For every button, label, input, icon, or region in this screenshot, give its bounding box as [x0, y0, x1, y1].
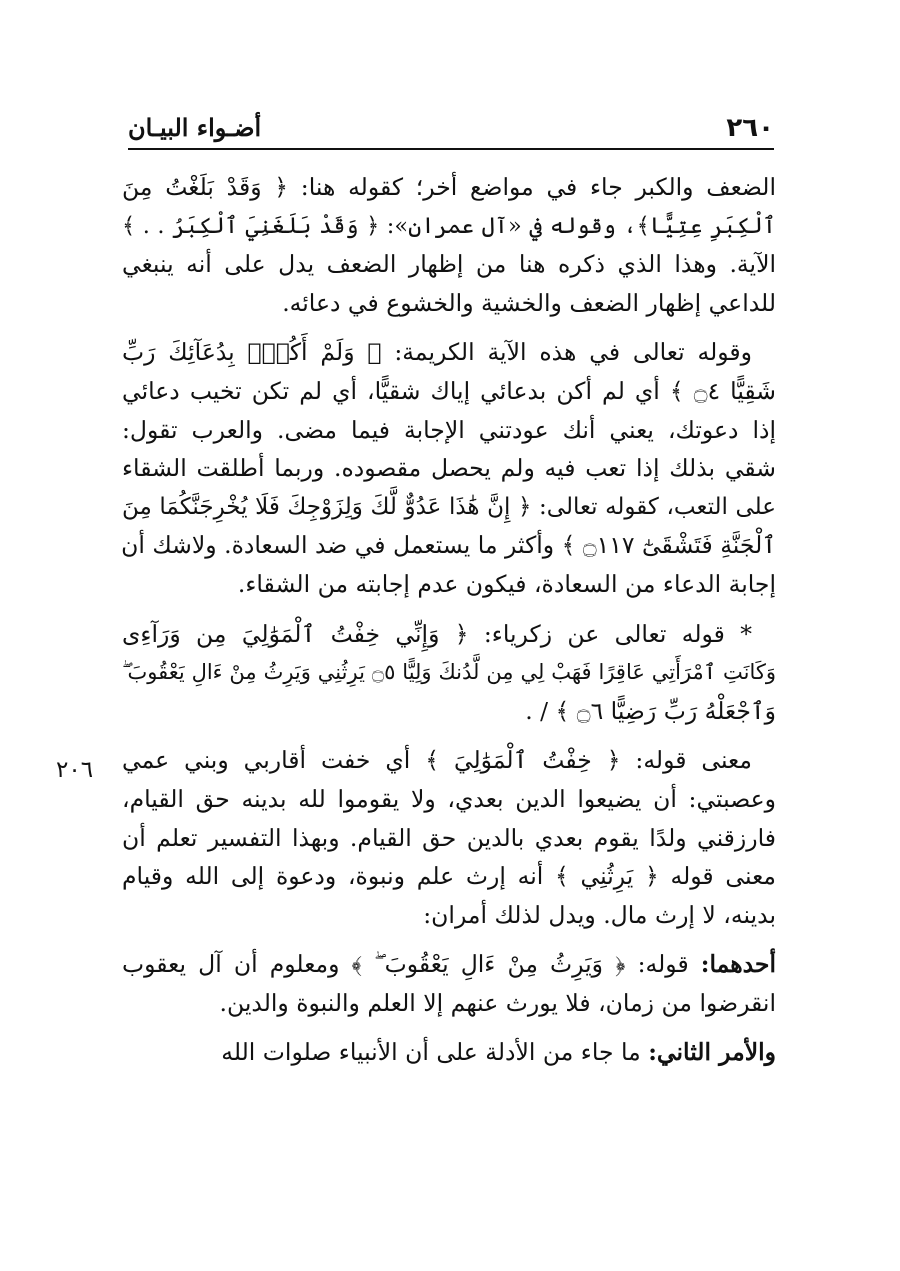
- text-line: * قوله تعالى عن زكرياء: ﴿ وَإِنِّي خِفْتُ ٱلْمَوَٰلِيَ مِن وَرَآءِى: [122, 619, 752, 648]
- paragraph-4: [122, 741, 776, 934]
- text-line: إجابة الدعاء من السعادة، فيكون عدم إجابته من الشقاء.: [237, 569, 776, 598]
- text-line: [122, 1033, 776, 1072]
- paragraph-lead: أحدهما:: [700, 950, 776, 979]
- text-line: شقي بذلك إذا تعب فيه ولم يحصل مقصوده. وربما أطلقت الشقاء: [122, 454, 776, 483]
- text-line: وَٱجْعَلْهُ رَبِّ رَضِيًّا ۝٦ ﴾ / .: [525, 696, 776, 725]
- page-number: ٢٦٠: [726, 113, 774, 143]
- text-line: انقرضوا من زمان، فلا يورث عنهم إلا العلم والنبوة والدين.: [219, 988, 776, 1017]
- text-line: معنى قوله ﴿ يَرِثُنِي ﴾ أنه إرث علم ونبوة، ودعوة إلى الله وقيام: [122, 862, 776, 891]
- text-line: وقوله تعالى في هذه الآية الكريمة: ﴿ وَلَمْ أَكُنْۢ بِدُعَآئِكَ رَبِّ: [122, 338, 752, 367]
- paragraph-3: [122, 615, 776, 731]
- text-line-rest: قوله: ﴿ وَيَرِثُ مِنْ ءَالِ يَعْقُوبَ ۖ ﴾ ومعلوم أن آل يعقوب: [122, 950, 701, 979]
- text-line: على التعب، كقوله تعالى: ﴿ إِنَّ هَٰذَا عَدُوٌّ لَّكَ وَلِزَوْجِكَ فَلَا يُخْرِجَنَّكُمَا مِنَ: [122, 493, 776, 520]
- paragraph-2: [122, 333, 776, 603]
- text-line-rest: ما جاء من الأدلة على أن الأنبياء صلوات الله: [221, 1038, 649, 1067]
- paragraph-6: [122, 1033, 776, 1072]
- text-line: بدينه، لا إرث مال. ويدل لذلك أمران:: [423, 900, 776, 929]
- text-line: معنى قوله: ﴿ خِفْتُ ٱلْمَوَٰلِيَ ﴾ أي خفت أقاربي وبني عمي: [122, 746, 752, 775]
- paragraph-5: [122, 945, 776, 1022]
- page-header: [128, 112, 774, 150]
- text-line: [122, 945, 776, 984]
- text-line: الآية. وهذا الذي ذكره هنا من إظهار الضعف يدل على أنه ينبغي: [122, 250, 776, 279]
- text-line: فارزقني ولدًا يقوم بعدي بالدين حق القيام. وبهذا التفسير تعلم أن: [122, 823, 776, 852]
- text-line: الضعف والكبر جاء في مواضع أخر؛ كقوله هنا: ﴿ وَقَدْ بَلَغْتُ مِنَ: [122, 173, 776, 201]
- margin-page-reference: ٢٠٦: [56, 757, 94, 783]
- text-line: شَقِيًّا ۝٤ ﴾ أي لم أكن بدعائي إياك شقيًّا، أي لم تكن تخيب دعائي: [122, 376, 776, 405]
- text-line: ٱلْجَنَّةِ فَتَشْقَىٰٓ ۝١١٧ ﴾ وأكثر ما يستعمل في ضد السعادة. ولاشك أن: [121, 531, 776, 560]
- paragraph-lead: والأمر الثاني:: [648, 1038, 776, 1067]
- text-line: وعصبتي: أن يضيعوا الدين بعدي، ولا يقوموا لله بدينه حق القيام،: [122, 784, 776, 813]
- body-text: [122, 168, 776, 1072]
- text-line: إذا دعوتك، يعني أنك عودتني الإجابة فيما مضى. والعرب تقول:: [122, 415, 776, 444]
- paragraph-1: [122, 168, 776, 322]
- text-line: وَكَانَتِ ٱمْرَأَتِي عَاقِرًا فَهَبْ لِي مِن لَّدُنكَ وَلِيًّا ۝٥ يَرِثُنِي وَيَرِثُ مِنْ ءَالِ يَعْقُوبَ ۖ: [122, 660, 776, 685]
- text-line: ٱلْكِبَرِ عِتِيًّا﴾، وقوله في «آل عمران»: ﴿ وَقَدْ بَلَغَنِيَ ٱلْكِبَرُ . . ﴾: [122, 212, 776, 239]
- text-line: للداعي إظهار الضعف والخشية والخشوع في دعائه.: [282, 288, 776, 317]
- book-title: أضـواء البيـان: [128, 113, 262, 142]
